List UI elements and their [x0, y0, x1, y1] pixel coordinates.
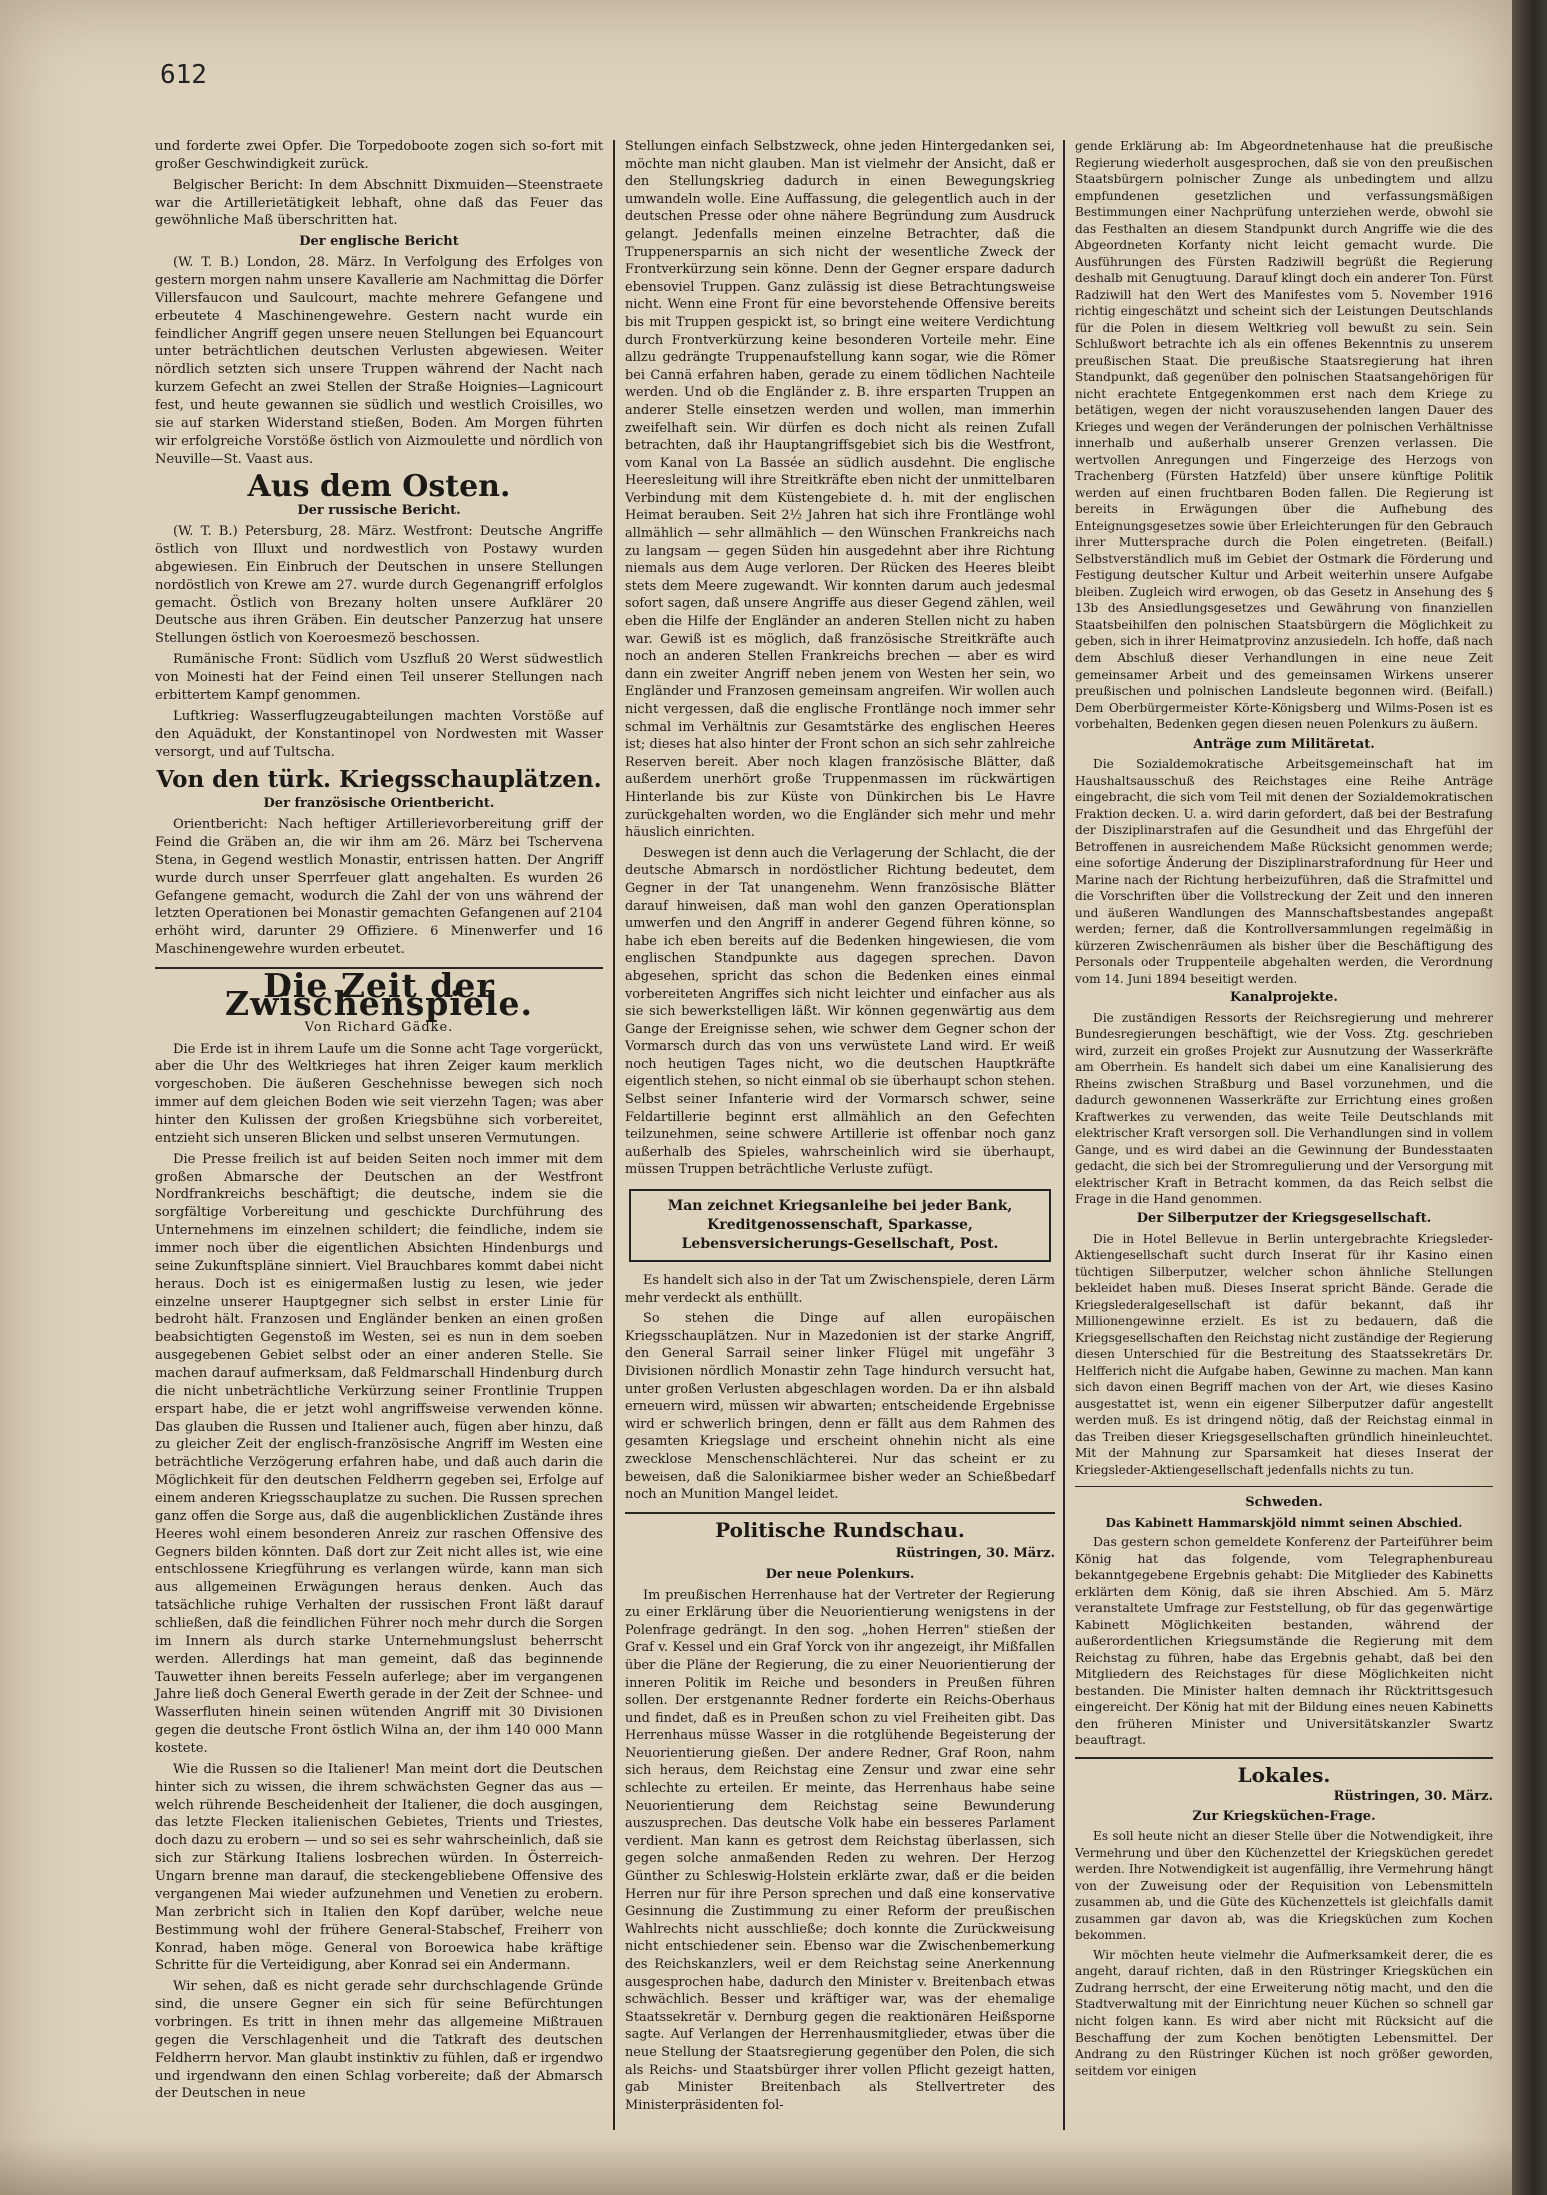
book-spine	[1512, 0, 1547, 2195]
section-subheading: Der neue Polenkurs.	[765, 1566, 915, 1582]
article-headline: Die Zeit der Zwischenspiele.	[225, 965, 533, 1023]
paragraph: Luftkrieg: Wasserflugzeugabteilungen machten Vorstöße auf den Aquädukt, der Konstantinopel von Nordwesten mit Wasser versorgt, und auf Tultscha.	[155, 708, 603, 760]
paragraph: Wir sehen, daß es nicht gerade sehr durchschlagende Gründe sind, die unsere Gegner ein sich für seine Befürchtungen vorbringen. Es tritt in ihnen mehr das allgemeine Mißtrauen gegen die Verschlagenheit und die Tatkraft des deutschen Feldherrn hervor. Man glaubt instinktiv zu fühlen, daß er irgendwo und irgendwann den einen Schlag vorbereite; daß der Abmarsch der Deutschen in neue	[155, 1979, 603, 2102]
divider	[1075, 1486, 1493, 1487]
section-heading: Von den türk. Kriegsschauplätzen.	[156, 766, 602, 794]
paragraph: Das gestern schon gemeldete Konferenz der Parteiführer beim König hat das folgende, vom Telegraphenbureau bekanntgegebene Ergebnis gehabt: Die Mitglieder des Kabinetts erklärten dem König, daß sie ihren Abschied. Am 5. März veranstaltete Umfrage zur Feststellung, ob für das gegenwärtige Kabinett Möglichkeiten bestanden, während der außerordentlichen Kriegsumstände die Regierung mit dem Reichstag zu führen, habe das Ergebnis gehabt, daß bei den Mitgliedern des Reichstages für diese Möglichkeiten nicht bestanden. Die Minister halten demnach ihr Rücktrittsgesuch eingereicht. Der König hat mit der Bildung eines neuen Kabinetts den früheren Minister und Universitätskanzler Swartz beauftragt.	[1075, 1534, 1493, 1748]
section-heading: Aus dem Osten.	[247, 469, 511, 505]
section-subheading: Der englische Bericht	[299, 234, 459, 250]
paragraph: Es handelt sich also in der Tat um Zwischenspiele, deren Lärm mehr verdeckt als enthüllt.	[625, 1273, 1055, 1306]
war-loan-advertisement: Man zeichnet Kriegsanleihe bei jeder Bank, Kreditgenossenschaft, Sparkasse, Lebensversicherungs-Gesellschaft, Post.	[629, 1189, 1051, 1262]
section-subheading: Anträge zum Militäretat.	[1193, 736, 1375, 752]
section-subheading: Der russische Bericht.	[297, 503, 461, 519]
paragraph: Stellungen einfach Selbstzweck, ohne jeden Hintergedanken sei, möchte man nicht glauben. Man ist vielmehr der Ansicht, daß er den Stellungskrieg dadurch in einen Bewegungskrieg umwandeln wolle. Eine Auffassung, die gelegentlich auch in der deutschen Presse oder ohne nähere Begründung zum Ausdruck gelangt. Jedenfalls meinen einzelne Betrachter, daß die Truppenersparnis an sich nicht der wesentliche Zweck der Frontverkürzung sein könne. Denn der Gegner erspare dadurch ebensoviel Truppen. Ganz zulässig ist diese Betrachtungsweise nicht. Wenn eine Front für eine bevorstehende Offensive bereits bis mit Truppen gespickt ist, so bringt eine weitere Verdichtung durch Frontverkürzung keine besonderen Vorteile mehr. Eine allzu gedrängte Truppenaufstellung kann sogar, wie die Römer bei Cannä erfahren haben, gerade zu einem tödlichen Nachteile werden. Und ob die Engländer z. B. ihre ersparten Truppen an anderer Stelle einsetzen werden und wollen, man immerhin zweifelhaft sein. Wir dürfen es doch nicht als reinen Zufall betrachten, daß ihr Hauptangriffsgebiet sich bis die Westfront, vom Kanal von La Bassée an südlich ausdehnt. Die englische Heeresleitung will ihre Streitkräfte eben nicht der unmittelbaren Verbindung mit dem Küstengebiete d. h. mit der englischen Heimat berauben. Seit 2½ Jahren hat sich ihre Frontlänge wohl allmählich — sehr allmählich — den Wünschen Frankreichs nach zu langsam — gegen Süden hin ausgedehnt aber ihre Richtung niemals aus dem Auge verloren. Der Rücken des Heeres bleibt stets dem Meere zugewandt. Wir konnten darum auch jedesmal sofort sagen, daß unsere Angriffe aus dieser Gegend zählen, weil eben die Hilfe der Engländer an anderen Stellen nicht zu haben war. Gewiß ist es möglich, daß französische Streitkräfte auch noch an anderen Stellen Frankreichs brechen — aber es wird dann ein zweiter Angriff neben jenem von Westen her sein, wo Engländer und Franzosen gemeinsam angreifen. Wir wollen auch nicht vergessen, daß die englische Frontlänge noch immer sehr schmal im Verhältnis zur Gesamtstärke des englischen Heeres ist; dieses hat also hinter der Front schon an sich sehr zahlreiche Reserven bereit. Aber noch klagen französische Blätter, daß außerdem unerhört große Truppenmassen im rückwärtigen Hinterlande bis zur Küste von Dünkirchen bis Le Havre zurückgehalten worden, wo die Engländer sich mehr und mehr häuslich einrichten.	[625, 139, 1055, 841]
column-1	[155, 138, 603, 2106]
section-heading: Lokales.	[1237, 1762, 1331, 1787]
paragraph: Wie die Russen so die Italiener! Man meint dort die Deutschen hinter sich zu wissen, die ihrem schwächsten Gegner das aus — welch rührende Bescheidenheit der Italiener, die doch ausgingen, das letzte Flecken italienischen Gebietes, Trients und Triestes, doch dazu zu erobern — und so sei es sehr wahrscheinlich, daß sie sich zur Stärkung Italiens losbrechen würden. In Österreich-Ungarn brenne man darauf, die steckengebliebene Offensive des vergangenen Mai wieder aufzunehmen und Venetien zu erobern. Man zerbricht sich in Italien den Kopf darüber, welche neue Bestimmung wohl der frühere General-Stabschef, Freiherr von Konrad, haben möge. General von Boroewica habe kräftige Schritte für die Verteidigung, aber Konrad sei ein Andermann.	[155, 1761, 603, 1974]
paragraph: Die Presse freilich ist auf beiden Seiten noch immer mit dem großen Abmarsche der Deutschen an der Westfront Nordfrankreichs beschäftigt; die deutsche, indem sie die sorgfältige Vorbereitung und geschickte Durchführung des Unternehmens im einzelnen schildert; die feindliche, indem sie immer noch über die eigentlichen Absichten Hindenburgs und seine Zukunftspläne sinniert. Viel Brauchbares kommt dabei nicht heraus. Doch ist es einigermaßen lustig zu lesen, wie jeder einzelne unserer Hauptgegner sich selbst in erster Linie für bedroht hält. Franzosen und Engländer benken an einen großen beabsichtigten Gegenstoß im Westen, sei es nun in dem soeben ausgegebenen Gebiet selbst oder an einer anderen Stelle. Sie machen darauf aufmerksam, daß Feldmarschall Hindenburg durch die nicht unbeträchtliche Verkürzung seiner Frontlinie Truppen erspart habe, die er jetzt wohl angriffsweise verwenden könne. Das glauben die Russen und Italiener auch, fügen aber hinzu, daß zu gleicher Zeit der englisch-französische Angriff im Westen eine beträchtliche Verzögerung erfahren habe, und daß auch darin die Möglichkeit für den deutschen Feldherrn gegeben sei, Erfolge auf einem anderen Kriegsschauplatze zu suchen. Die Russen sprechen ganz offen die Sorge aus, daß die augenblicklichen Zustände ihres Heeres wohl einem besonderen Anreiz zur raschen Offensive des Gegners bilden könnten. Daß dort zur Zeit nicht alles ist, wie eine entschlossene Kriegführung es verlangen würde, kann man sich aus allgemeinen Erwägungen heraus denken. Auch das tatsächliche ruhige Verhalten der russischen Front läßt darauf schließen, daß die feindlichen Führer noch mehr durch die Sorgen im Innern als durch starke Unternehmungslust beherrscht werden. Allerdings hat man gemeint, daß das beginnende Tauwetter ihnen bereits Fesseln auferlege; aber im vergangenen Jahre ließ doch General Ewerth gerade in der Zeit der Schnee- und Wasserfluten hinein seinen wütenden Angriff mit 30 Divisionen gegen die deutsche Front östlich Wilna an, der ihm 140 000 Mann kostete.	[155, 1151, 603, 1757]
paragraph: gende Erklärung ab: Im Abgeordnetenhause hat die preußische Regierung wiederholt ausgesprochen, daß sie von den preußischen Staatsbürgern polnischer Zunge als unbedingtem und allzu empfundenen gesetzlichen und verfassungsmäßigen Bestimmungen einer Nachprüfung unterziehen werde, obwohl sie das Festhalten an diesem Standpunkt durch Angriffe wie die des Abgeordneten Korfanty nicht leicht gemacht wurde. Die Ausführungen des Fürsten Radziwill begrüßt die Regierung deshalb mit Genugtuung. Darauf klingt doch ein anderer Ton. Fürst Radziwill hat den Wert des Manifestes vom 5. November 1916 richtig eingeschätzt und scheint sich der Leistungen Deutschlands für die Polen in diesem Weltkrieg voll bewußt zu sein. Sein Schlußwort betrachte ich als ein offenes Bekenntnis zu unserem preußischen Staat. Die preußische Staatsregierung hat ihren Standpunkt, daß gegenüber den polnischen Staatsangehörigen für nicht erachtete Entgegenkommen erst nach dem Kriege zu betätigen, wegen der nicht vorauszusehenden langen Dauer des Krieges und wegen der Veränderungen der polnischen Verhältnisse innerhalb und außerhalb unserer Grenzen verlassen. Die wertvollen Anregungen und Fingerzeige des Herzogs von Trachenberg (Fürsten Hatzfeld) über unsere künftige Politik werden auf einen fruchtbaren Boden fallen. Die Regierung ist bereits in Erwägungen über die Aufhebung des Enteignungsgesetzes sowie über Erleichterungen für den Gebrauch ihrer Muttersprache durch die Polen eingetreten. (Beifall.) Selbstverständlich muß im Gebiet der Ostmark die Förderung und Festigung deutscher Kultur und Arbeit weiterhin unsere Aufgabe bleiben. Zugleich wird erwogen, ob das Gesetz in Ansehung des § 13b des Ansiedlungsgesetzes und Gewährung von finanziellen Staatsbeihilfen den polnischen Staatsbürgern die Möglichkeit zu geben, sich in ihrer Heimatprovinz anzusiedeln. Ich hoffe, daß nach dem Abschluß dieser Verhandlungen in eine neue Zeit gemeinsamer Arbeit und des gemeinsamen Wirkens unserer preußischen und polnischen Landsleute begonnen wird. (Beifall.) Dem Oberbürgermeister Körte-Königsberg und Wilms-Posen ist es vorbehalten, Bedenken gegen diesen neuen Polenkurs zu äußern.	[1075, 139, 1493, 732]
divider	[1075, 1757, 1493, 1759]
section-subheading: Schweden.	[1245, 1495, 1323, 1511]
section-subheading: Kanalprojekte.	[1230, 990, 1338, 1006]
column-rule	[1063, 140, 1065, 2130]
divider	[625, 1512, 1055, 1514]
page-number: 612	[160, 60, 207, 90]
section-subheading: Das Kabinett Hammarskjöld nimmt seinen Abschied.	[1105, 1515, 1463, 1530]
page-shadow	[0, 2140, 1512, 2195]
paragraph: und forderte zwei Opfer. Die Torpedoboote zogen sich so-fort mit großer Geschwindigkeit zurück.	[155, 139, 603, 172]
paragraph: Rumänische Front: Südlich vom Uszfluß 20 Werst südwestlich von Moinesti hat der Feind einen Teil unserer Stellungen nach erbittertem Kampf genommen.	[155, 652, 603, 703]
section-heading: Politische Rundschau.	[715, 1517, 965, 1542]
byline: Von Richard Gädke.	[304, 1019, 454, 1035]
column-2	[625, 138, 1055, 2117]
section-subheading: Der französische Orientbericht.	[263, 796, 495, 812]
dateline: Rüstringen, 30. März.	[1333, 1789, 1493, 1805]
paragraph: So stehen die Dinge auf allen europäischen Kriegsschauplätzen. Nur in Mazedonien ist der starke Angriff, den General Sarrail seiner linker Flügel mit ungefähr 3 Divisionen nördlich Monastir zehn Tage hindurch versucht hat, unter großen Verlusten abgeschlagen worden. Da er ihn alsbald erneuern wird, müssen wir abwarten; entscheidende Ergebnisse wird er schwerlich bringen, denn er fällt aus dem Rahmen des gesamten Kriegslage und erscheint ohnehin nicht als eine zwecklose Menschenschlächterei. Nur das scheint er zu beweisen, daß die Salonikiarmee bisher weder an Schießbedarf noch an Munition Mangel leidet.	[625, 1311, 1055, 1503]
paragraph: (W. T. B.) London, 28. März. In Verfolgung des Erfolges von gestern morgen nahm unsere Kavallerie am Nachmittag die Dörfer Villersfaucon und Saulcourt, machte mehrere Gefangene und erbeutete 4 Maschinengewehre. Gestern nacht wurde ein feindlicher Angriff gegen unsere neuen Stellungen bei Equancourt unter beträchtlichen deutschen Verlusten abgewiesen. Weiter nördlich setzten sich unsere Truppen während der Nacht nach kurzem Gefecht an zwei Stellen der Straße Hoignies—Lagnicourt fest, und heute gewannen sie südlich und westlich Croisilles, wo sie auf starken Widerstand stießen, Boden. Am Morgen führten wir erfolgreiche Vorstöße östlich von Aizmoulette und nördlich von Neuville—St. Vaast aus.	[155, 255, 603, 467]
column-3	[1075, 138, 1493, 2082]
paragraph: Deswegen ist denn auch die Verlagerung der Schlacht, die der deutsche Abmarsch in nordöstlicher Richtung bedeutet, dem Gegner in der Tat unangenehm. Wenn französische Blätter darauf hinweisen, daß man wohl den ganzen Operationsplan umwerfen und den Angriff in anderer Gegend führen könne, so habe ich eben bereits auf die Bedenken hingewiesen, die vom englischen Standpunkte aus dagegen sprechen. Davon abgesehen, spricht das schon die Bedenken eines einmal vorbereiteten Angriffes sich nicht leichter und einfacher aus als sie sich bewerkstelligen läßt. Wir können gegenwärtig aus dem Gange der Ereignisse sehen, wie schwer dem Gegner schon der Vormarsch durch das von uns verwüstete Land wird. Er weiß noch heutigen Tages nicht, wo die deutschen Hauptkräfte eigentlich stehen, so nicht einmal ob sie überhaupt schon stehen. Selbst seiner Infanterie wird der Vormarsch schwer, seine Feldartillerie beginnt erst allmählich an den Gefechten teilzunehmen, seine schwere Artillerie ist offenbar noch ganz außerhalb des Spieles, wahrscheinlich wird sie überhaupt, müssen Truppen beträchtliche Verluste zufügt.	[625, 845, 1055, 1178]
paragraph: Orientbericht: Nach heftiger Artillerievorbereitung griff der Feind die Gräben an, die wir ihm am 26. März bei Tschervena Stena, in Gegend westlich Monastir, entrissen hatten. Der Angriff wurde durch unser Sperrfeuer glatt angehalten. Es wurden 26 Gefangene gemacht, wodurch die Zahl der von uns während der letzten Operationen bei Monastir gemachten Gefangenen auf 2104 erhöht wird, darunter 29 Offiziere. 6 Minenwerfer und 16 Maschinengewehre wurden erbeutet.	[155, 817, 603, 958]
column-rule	[613, 140, 615, 2130]
paragraph: Die Erde ist in ihrem Laufe um die Sonne acht Tage vorgerückt, aber die Uhr des Weltkrieges hat ihren Zeiger kaum merklich vorgeschoben. Die äußeren Geschehnisse bewegen sich noch immer auf dem gleichen Boden wie seit vierzehn Tagen; was aber hinter den Kulissen der großen Kriegsbühne sich vorbereitet, entzieht sich unseren Blicken und selbst unseren Vermutungen.	[155, 1041, 603, 1146]
paragraph: Es soll heute nicht an dieser Stelle über die Notwendigkeit, ihre Vermehrung und über den Küchenzettel der Kriegsküchen geredet werden. Ihre Notwendigkeit ist augenfällig, ihre Vermehrung hängt von der Zuweisung oder der Requisition von Lebensmitteln zusammen ab, und die Güte des Küchenzettels ist gleichfalls damit zusammen gar davon ab, was die Kriegsküchen zum Kochen bekommen.	[1075, 1829, 1493, 1943]
paragraph: Belgischer Bericht: In dem Abschnitt Dixmuiden—Steenstraete war die Artillerietätigkeit lebhaft, ohne daß das Feuer das gewöhnliche Maß überschritten hat.	[155, 177, 603, 229]
paragraph: Die zuständigen Ressorts der Reichsregierung und mehrerer Bundesregierungen beschäftigt, wie der Voss. Ztg. geschrieben wird, zurzeit ein großes Projekt zur Ausnutzung der Wasserkräfte am Oberrhein. Es handelt sich dabei um eine Kanalisierung des Rheins zwischen Straßburg und Basel vorzunehmen, und die dadurch gewonnenen Wasserkräfte zur Errichtung eines großen Kraftwerkes zu verwenden, das weite Teile Deutschlands mit elektrischer Kraft versorgen soll. Die Verhandlungen sind in vollem Gange, und es wird dabei an die Gewinnung der Bundesstaaten gedacht, die sich bei der Stromregulierung und der Versorgung mit elektrischer Kraft in Betracht kommen, da das Reich selbst die Frage in die Hand genommen.	[1075, 1010, 1493, 1207]
section-subheading: Zur Kriegsküchen-Frage.	[1192, 1808, 1376, 1824]
paragraph: Im preußischen Herrenhause hat der Vertreter der Regierung zu einer Erklärung über die Neuorientierung wenigstens in der Polenfrage gedrängt. In den sog. „hohen Herren" stießen der Graf v. Kessel und ein Graf Yorck von ihr angezeigt, ihr Mißfallen über die Pläne der Regierung, die zu einer Neuorientierung der inneren Politik im Reiche und besonders in Preußen führen sollen. Der erstgenannte Redner forderte ein Reichs-Oberhaus und findet, daß es in Preußen schon zu viel Freiheiten gibt. Das Herrenhaus müsse Wasser in die rotglühende Begeisterung der Neuorientierung gießen. Der andere Redner, Graf Roon, nahm sich heraus, dem Reichstag eine Zensur und zwar eine sehr schlechte zu erteilen. Er meinte, das Herrenhaus habe seine Neuorientierung dem Reichstag seine Bewunderung auszusprechen. Das deutsche Volk habe ein besseres Parlament verdient. Man kann es getrost dem Reichstag überlassen, sich gegen solche anmaßenden Reden zu wehren. Der Herzog Günther zu Schleswig-Holstein erklärte zwar, daß er die beiden Herren nur für ihre Person sprechen und daß eine konservative Gesinnung die Zustimmung zu einer Reform der preußischen Wahlrechts nicht ausschließe; doch konnte die Zurückweisung nicht entschiedener sein. Ebenso war die Zwischenbemerkung des Reichskanzlers, weil er dem Reichstag seine Anerkennung ausgesprochen habe, dadurch den Minister v. Breitenbach etwas schwächlich. Besser und kräftiger war, was der ehemalige Staatssekretär v. Dernburg gegen die reaktionären Heißsporne sagte. Auf Verlangen der Herrenhausmitglieder, etwas über die neue Stellung der Staatsregierung gegenüber den Polen, die sich als Reichs- und Staatsbürger ihrer vollen Pflicht gezeigt hatten, gab Minister Breitenbach als Stellvertreter des Ministerpräsidenten fol-	[625, 1587, 1055, 2113]
dateline: Rüstringen, 30. März.	[895, 1546, 1055, 1562]
section-subheading: Der Silberputzer der Kriegsgesellschaft.	[1136, 1211, 1432, 1226]
paragraph: (W. T. B.) Petersburg, 28. März. Westfront: Deutsche Angriffe östlich von Illuxt und nordwestlich von Postawy wurden abgewiesen. Ein Einbruch der Deutschen in unsere Stellungen nordöstlich von Krewe am 27. wurde durch Gegenangriff erfolglos gemacht. Östlich von Brezany holten unsere Aufklärer 20 Deutsche aus ihren Gräben. Ein deutscher Panzerzug hat unsere Stellungen östlich von Koeroesmezö beschossen.	[155, 524, 603, 647]
paragraph: Die Sozialdemokratische Arbeitsgemeinschaft hat im Haushaltsausschuß des Reichstages eine Reihe Anträge eingebracht, die sich vom Teil mit denen der Sozialdemokratischen Fraktion decken. U. a. wird darin gefordert, daß bei der Bestrafung der Disziplinarstrafen auf die Gesundheit und das Ehrgefühl der Betroffenen in ausreichendem Maße Rücksicht genommen werde; eine sofortige Änderung der Disziplinarstrafordnung für Heer und Marine nach der Richtung herbeizuführen, daß die Strafmittel und die Vorschriften über die Vollstreckung der Zeit und den inneren und äußeren Wandlungen des Mannschaftsbestandes angepaßt werden; ferner, daß die Kontrollversammlungen regelmäßig in kürzeren Zwischenräumen als bisher über die Beschäftigung des Personals oder Truppenteile abgehalten werden, die Verordnung vom 14. Juni 1894 beseitigt werden.	[1075, 757, 1493, 986]
paragraph: Die in Hotel Bellevue in Berlin untergebrachte Kriegsleder-Aktiengesellschaft sucht durch Inserat für ihr Kasino einen tüchtigen Silberputzer, welcher schon ähnliche Stellungen bekleidet haben muß. Dieses Inserat spricht Bände. Gerade die Kriegslederalgesellschaft ist dafür bekannt, daß ihr Millionengewinne erzielt. Es ist zu bedauern, daß die Kriegsgesellschaften den Reichstag nicht zuständige der Regierung diesen Unterschied für die Bestreitung des Staatssekretärs Dr. Helfferich nicht die Aufgabe haben, Gewinne zu machen. Man kann sich davon einen Begriff machen von der Art, wie dieses Kasino ausgestattet ist, wenn ein eigener Silberputzer dafür angestellt werden muß. Es ist dringend nötig, daß der Reichstag einmal in das Treiben dieser Kriegsgesellschaften gründlich hineinleuchtet. Mit der Mahnung zur Sparsamkeit hat dieses Inserat der Kriegsleder-Aktiengesellschaft jedenfalls nichts zu tun.	[1075, 1231, 1493, 1477]
paragraph: Wir möchten heute vielmehr die Aufmerksamkeit derer, die es angeht, darauf richten, daß in den Rüstringer Kriegsküchen ein Zudrang herrscht, der eine Erweiterung nötig macht, und den die Stadtverwaltung mit der Einrichtung neuer Küchen so schnell gar nicht folgen kann. Es wird aber nicht mit Rücksicht auf die Beschaffung der zum Kochen benötigten Lebensmittel. Der Andrang zu den Rüstringer Küchen ist noch größer geworden, seitdem vor einigen	[1075, 1947, 1493, 2078]
